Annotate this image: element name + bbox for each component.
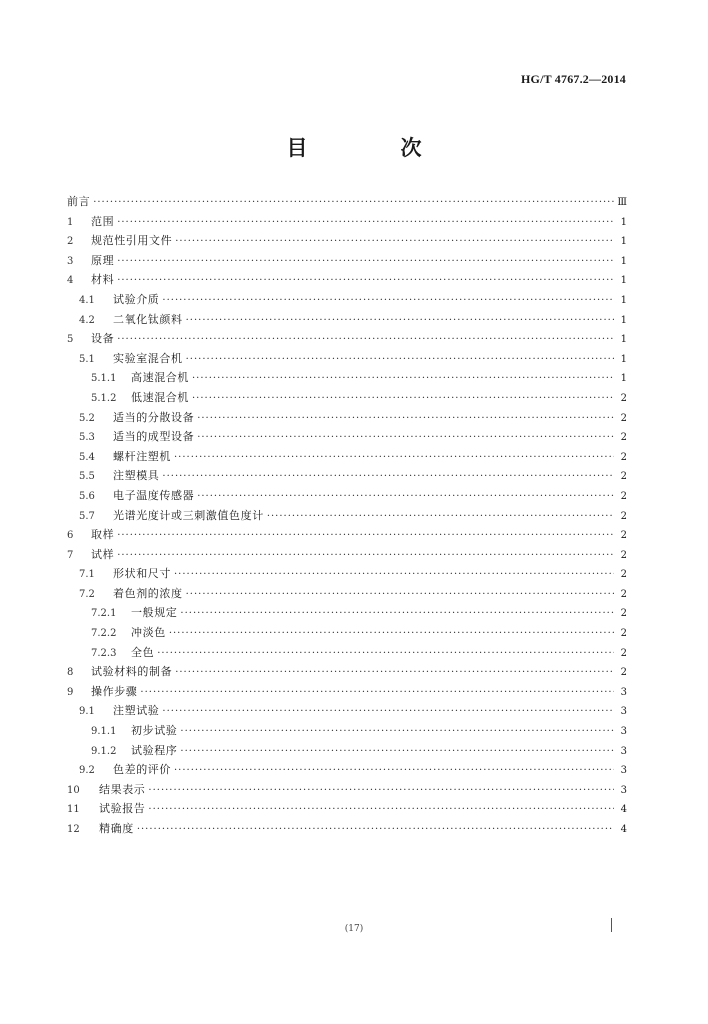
dot-leader	[117, 256, 614, 267]
toc-entry-page: 1	[620, 353, 627, 365]
toc-entry-label: 适当的分散设备	[113, 410, 195, 424]
toc-entry[interactable]	[67, 271, 627, 291]
toc-entry-page: 2	[620, 667, 627, 679]
toc-entry-label: 冲淡色	[131, 626, 166, 640]
toc-entry[interactable]	[67, 369, 627, 389]
dot-leader	[137, 824, 614, 835]
toc-entry[interactable]	[67, 702, 627, 722]
toc-entry-label: 一般规定	[131, 606, 178, 620]
toc-entry-label: 低速混合机	[131, 390, 189, 404]
toc-entry-page: 2	[620, 510, 627, 522]
toc-entry-page: 1	[620, 373, 627, 385]
toc-entry-label: 螺杆注塑机	[113, 449, 171, 463]
toc-entry[interactable]	[67, 820, 627, 840]
toc-entry-page: 3	[620, 726, 627, 738]
toc-entry-number: 7.2.1	[91, 608, 117, 620]
standard-code: HG/T 4767.2—2014	[521, 72, 626, 86]
toc-entry-page: 3	[620, 745, 627, 757]
toc-entry-number: 3	[67, 255, 74, 267]
dot-leader	[267, 511, 614, 522]
toc-entry[interactable]	[67, 252, 627, 272]
toc-entry-page: 4	[620, 824, 627, 835]
toc-entry-page: 1	[620, 255, 627, 267]
toc-entry[interactable]	[67, 585, 627, 605]
toc-entry-page: 1	[620, 314, 627, 326]
toc-entry-label: 色差的评价	[113, 763, 171, 777]
toc-entry-number: 1	[67, 216, 74, 228]
toc-entry-number: 11	[67, 804, 80, 816]
dot-leader	[93, 197, 614, 208]
dot-leader	[174, 765, 614, 776]
toc-entry-label: 着色剂的浓度	[113, 586, 183, 600]
dot-leader	[140, 687, 614, 698]
toc-entry-page: 1	[620, 294, 627, 306]
toc-entry-number: 5.1.2	[91, 392, 117, 404]
toc-entry[interactable]	[67, 311, 627, 331]
toc-entry-page: Ⅲ	[617, 197, 627, 208]
toc-entry-number: 10	[67, 784, 80, 796]
dot-leader	[180, 726, 614, 737]
toc-entry-page: 1	[620, 216, 627, 228]
toc-entry[interactable]	[67, 722, 627, 742]
toc-entry-page: 2	[620, 569, 627, 581]
toc-entry-number: 9	[67, 686, 74, 698]
dot-leader	[117, 334, 614, 345]
dot-leader	[192, 393, 614, 404]
dot-leader	[117, 275, 614, 286]
toc-entry-page: 2	[620, 490, 627, 502]
page-edge-mark	[611, 918, 612, 932]
dot-leader	[148, 785, 614, 796]
toc-entry-number: 9.1	[79, 706, 95, 718]
table-of-contents	[67, 193, 627, 840]
toc-entry-number: 5.6	[79, 490, 95, 502]
toc-entry-label: 范围	[91, 214, 115, 228]
dot-leader	[162, 295, 614, 306]
toc-entry-number: 5	[67, 334, 74, 346]
page-number: (17)	[344, 924, 364, 934]
dot-leader	[197, 491, 614, 502]
toc-entry-number: 7.2.3	[91, 647, 117, 659]
toc-entry-label: 试验程序	[131, 743, 178, 757]
dot-leader	[197, 432, 614, 443]
dot-leader	[192, 373, 614, 384]
toc-entry-label: 材料	[91, 273, 115, 287]
dot-leader	[169, 628, 614, 639]
toc-entry-label: 全色	[131, 645, 155, 659]
toc-entry[interactable]	[67, 448, 627, 468]
toc-entry[interactable]	[67, 330, 627, 350]
toc-entry-number: 4.1	[79, 294, 95, 306]
toc-entry-number: 2	[67, 236, 74, 248]
toc-entry-label: 原理	[91, 253, 115, 267]
toc-entry-number: 9.1.2	[91, 745, 117, 757]
toc-entry-page: 2	[620, 549, 627, 561]
toc-entry-label: 前言	[67, 195, 91, 208]
toc-entry-page: 2	[620, 608, 627, 620]
dot-leader	[117, 550, 614, 561]
toc-entry-number: 12	[67, 824, 80, 835]
dot-leader	[180, 746, 614, 757]
dot-leader	[117, 530, 614, 541]
dot-leader	[174, 452, 614, 463]
dot-leader	[157, 648, 614, 659]
toc-entry-number: 5.4	[79, 451, 95, 463]
toc-entry-number: 9.1.1	[91, 726, 117, 738]
dot-leader	[175, 667, 614, 678]
dot-leader	[186, 315, 614, 326]
toc-entry-number: 5.2	[79, 412, 95, 424]
toc-entry-label: 适当的成型设备	[113, 430, 195, 444]
toc-entry[interactable]	[67, 565, 627, 585]
dot-leader	[180, 608, 614, 619]
toc-entry-number: 4.2	[79, 314, 95, 326]
toc-entry-label: 试样	[91, 547, 115, 561]
toc-entry-page: 3	[620, 686, 627, 698]
toc-entry-label: 取样	[91, 528, 115, 542]
toc-entry[interactable]	[67, 409, 627, 429]
dot-leader	[148, 804, 614, 815]
toc-entry-number: 9.2	[79, 765, 95, 777]
toc-entry-page: 2	[620, 647, 627, 659]
toc-entry-page: 2	[620, 412, 627, 424]
toc-entry-page: 1	[620, 275, 627, 287]
toc-entry[interactable]	[67, 663, 627, 683]
toc-entry[interactable]	[67, 487, 627, 507]
toc-entry-page: 2	[620, 451, 627, 463]
toc-entry-page: 2	[620, 432, 627, 444]
dot-leader	[186, 354, 614, 365]
dot-leader	[197, 413, 614, 424]
toc-entry-number: 5.3	[79, 432, 95, 444]
toc-entry-page: 4	[620, 804, 627, 816]
toc-entry-number: 7	[67, 549, 74, 561]
toc-entry-label: 试验介质	[113, 292, 160, 306]
toc-entry[interactable]	[67, 683, 627, 703]
toc-title: 目 次	[286, 135, 458, 160]
toc-entry-number: 5.1.1	[91, 373, 117, 385]
dot-leader	[174, 569, 614, 580]
toc-entry-number: 5.5	[79, 471, 95, 483]
toc-entry-label: 二氧化钛颜料	[113, 312, 183, 326]
dot-leader	[117, 217, 614, 228]
toc-entry-label: 设备	[91, 332, 115, 346]
dot-leader	[162, 471, 614, 482]
dot-leader	[162, 706, 614, 717]
toc-entry[interactable]	[67, 644, 627, 664]
toc-entry-label: 注塑试验	[113, 704, 160, 718]
toc-entry[interactable]	[67, 546, 627, 566]
toc-entry[interactable]	[67, 213, 627, 233]
toc-entry-label: 试验报告	[99, 802, 146, 816]
toc-entry-page: 1	[620, 334, 627, 346]
toc-entry-page: 2	[620, 588, 627, 600]
toc-entry-label: 精确度	[99, 822, 134, 835]
toc-entry-page: 1	[620, 236, 627, 248]
toc-entry-number: 7.2	[79, 588, 95, 600]
toc-entry-label: 初步试验	[131, 724, 178, 738]
toc-entry-label: 注塑模具	[113, 469, 160, 483]
toc-entry-page: 2	[620, 392, 627, 404]
toc-entry-page: 3	[620, 706, 627, 718]
toc-entry-page: 3	[620, 765, 627, 777]
toc-entry-label: 高速混合机	[131, 371, 189, 385]
toc-entry-label: 电子温度传感器	[113, 488, 195, 502]
toc-entry[interactable]	[67, 742, 627, 762]
toc-entry-number: 7.2.2	[91, 628, 117, 640]
toc-entry-page: 3	[620, 784, 627, 796]
toc-entry-label: 形状和尺寸	[113, 567, 171, 581]
dot-leader	[186, 589, 614, 600]
toc-entry[interactable]	[67, 800, 627, 820]
toc-entry-page: 2	[620, 628, 627, 640]
toc-entry-label: 光谱光度计或三刺激值色度计	[113, 508, 264, 522]
toc-entry-number: 4	[67, 275, 74, 287]
toc-entry-label: 实验室混合机	[113, 351, 183, 365]
toc-entry[interactable]	[67, 232, 627, 252]
toc-entry[interactable]	[67, 526, 627, 546]
dot-leader	[175, 236, 614, 247]
toc-entry[interactable]	[67, 350, 627, 370]
toc-entry[interactable]	[67, 193, 627, 213]
toc-entry[interactable]	[67, 467, 627, 487]
toc-entry[interactable]	[67, 781, 627, 801]
toc-entry-number: 5.7	[79, 510, 95, 522]
toc-entry-page: 2	[620, 530, 627, 542]
toc-entry-label: 操作步骤	[91, 684, 138, 698]
toc-entry[interactable]	[67, 624, 627, 644]
toc-entry[interactable]	[67, 428, 627, 448]
toc-entry-number: 6	[67, 530, 74, 542]
toc-entry-label: 规范性引用文件	[91, 234, 173, 248]
toc-entry-number: 7.1	[79, 569, 95, 581]
toc-entry-page: 2	[620, 471, 627, 483]
toc-entry-number: 8	[67, 667, 74, 679]
toc-entry[interactable]	[67, 507, 627, 527]
toc-entry[interactable]	[67, 291, 627, 311]
toc-entry[interactable]	[67, 389, 627, 409]
toc-entry-number: 5.1	[79, 353, 95, 365]
toc-entry-label: 试验材料的制备	[91, 665, 173, 679]
toc-entry[interactable]	[67, 761, 627, 781]
toc-entry-label: 结果表示	[99, 782, 146, 796]
toc-entry[interactable]	[67, 604, 627, 624]
